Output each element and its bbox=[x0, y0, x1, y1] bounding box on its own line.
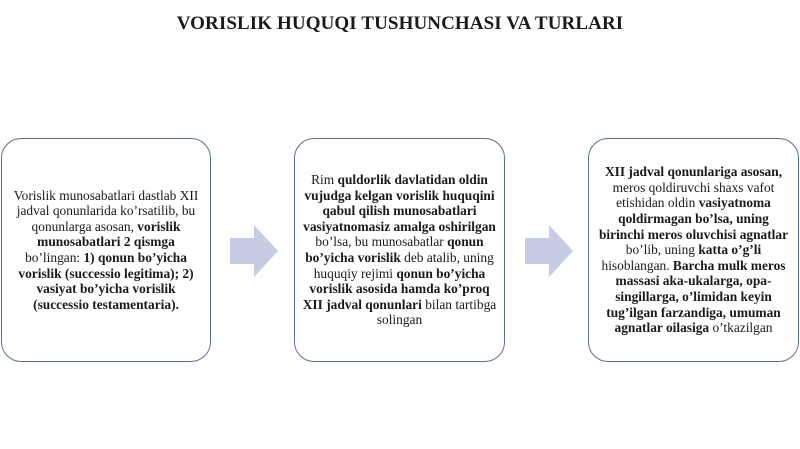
box-origins-text bbox=[10, 188, 202, 313]
box-twelve-tables-segment-7: o’tkazilgan bbox=[709, 320, 773, 336]
box-rome-segment-0: Rim bbox=[311, 172, 338, 188]
page-title: VORISLIK HUQUQI TUSHUNCHASI VA TURLARI bbox=[176, 13, 624, 34]
box-origins-segment-2: bo’lingan: bbox=[25, 250, 84, 265]
box-origins-segment-1: vorislik munosabatlari 2 qismga bbox=[37, 218, 181, 250]
box-twelve-tables bbox=[588, 138, 799, 362]
box-twelve-tables-segment-6: Barcha mulk meros massasi aka-ukalarga, opa-singillarga, o’limidan keyin tug’ilgan farzandiga, umuman agnatlar oilasiga bbox=[606, 257, 786, 336]
box-rome bbox=[294, 138, 505, 362]
box-rome-text bbox=[301, 172, 498, 328]
box-rome-segment-6: bilan tartibga solingan bbox=[376, 296, 497, 328]
box-rome-segment-1: quldorlik davlatidan oldin vujudga kelgan vorislik huquqini qabul qilish munosabatlari vasiyatnomasiz amalga oshirilgan bbox=[303, 172, 496, 234]
box-twelve-tables-segment-4: katta o’g’li bbox=[698, 242, 762, 258]
box-twelve-tables-segment-0: XII jadval qonunlariga asosan, bbox=[604, 164, 783, 180]
box-twelve-tables-segment-2: vasiyatnoma qoldirmagan bo’lsa, uning birinchi meros oluvchisi agnatlar bbox=[598, 195, 789, 242]
box-origins-segment-0: Vorislik munosabatlari dastlab XII jadval qonunlarida ko’rsatilib, bu qonunlarga asosan, bbox=[13, 187, 199, 234]
box-twelve-tables-segment-3: bo’lib, uning bbox=[625, 242, 699, 258]
box-rome-segment-2: bo’lsa, bu munosabatlar bbox=[315, 234, 448, 250]
box-twelve-tables-segment-5: hisoblangan. bbox=[601, 257, 673, 273]
box-twelve-tables-text bbox=[595, 164, 792, 336]
box-origins bbox=[1, 138, 211, 362]
arrow-right-icon bbox=[525, 225, 573, 277]
arrow-right-icon bbox=[230, 225, 278, 277]
box-rome-segment-5: qonun bo’yicha vorislik asosida hamda ko’proq XII jadval qonunlari bbox=[302, 265, 490, 312]
box-rome-segment-3: qonun bo’yicha vorislik bbox=[305, 234, 484, 265]
box-origins-segment-3: 1) qonun bo’yicha vorislik (successio legitima); 2) vasiyat bo’yicha vorislik (successio testamentaria). bbox=[18, 250, 194, 312]
box-rome-segment-4: deb atalib, uning huquqiy rejimi bbox=[313, 250, 494, 281]
box-twelve-tables-segment-1: meros qoldiruvchi shaxs vafot etishidan oldin bbox=[612, 179, 775, 211]
